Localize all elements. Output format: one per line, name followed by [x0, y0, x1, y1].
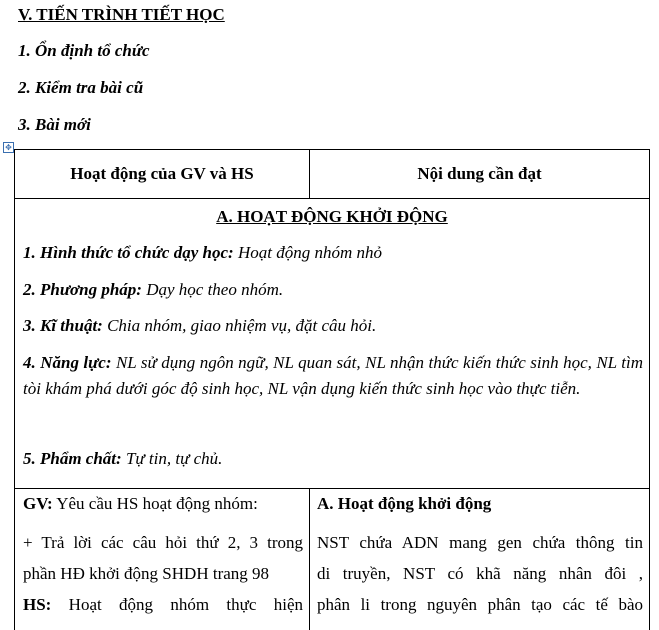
item-text: Chia nhóm, giao nhiệm vụ, đặt câu hỏi. [102, 316, 377, 335]
item-text: Dạy học theo nhóm. [141, 280, 284, 299]
task-line-1: + Trả lời các câu hỏi thứ 2, 3 trong [23, 533, 303, 552]
technique-item [23, 313, 643, 339]
method-item [23, 277, 643, 303]
hs-text: Hoạt động nhóm thực hiện [51, 595, 303, 614]
header-teacher-student: Hoạt động của GV và HS [15, 150, 310, 198]
lesson-table [14, 149, 650, 630]
hs-line [23, 595, 303, 615]
step-heading-1: 1. Ổn định tổ chức [18, 41, 150, 60]
quality-item [23, 446, 643, 472]
warmup-title: A. HOẠT ĐỘNG KHỞI ĐỘNG [216, 207, 448, 226]
gv-line [23, 494, 258, 514]
content-title: A. Hoạt động khởi động [317, 494, 492, 513]
item-label: 5. Phẩm chất: [23, 449, 122, 468]
content-cell [310, 489, 649, 630]
warmup-section [15, 199, 649, 489]
gv-label: GV: [23, 494, 53, 513]
content-line-1: NST chứa ADN mang gen chứa thông tin [317, 533, 643, 552]
step-heading-2: 2. Kiểm tra bài cũ [18, 78, 144, 97]
item-text: Hoạt động nhóm nhỏ [233, 243, 382, 262]
content-line-3: phân li trong nguyên phân tạo các tế bào [317, 595, 643, 614]
header-content: Nội dung cần đạt [417, 164, 542, 183]
task-line-2: phần HĐ khởi động SHDH trang 98 [23, 564, 270, 583]
hs-label: HS: [23, 595, 52, 614]
item-label: 4. Năng lực: [23, 353, 112, 372]
teacher-student-cell [15, 489, 310, 630]
item-label: 2. Phương pháp: [23, 280, 142, 299]
table-move-handle-icon[interactable]: ✥ [3, 142, 14, 153]
section-heading: V. TIẾN TRÌNH TIẾT HỌC [18, 5, 225, 24]
organization-form-item [23, 240, 643, 266]
competency-item [23, 350, 643, 402]
step-heading-3: 3. Bài mới [18, 115, 91, 134]
item-text: Tự tin, tự chủ. [121, 449, 223, 468]
activity-row [15, 489, 649, 630]
item-text: NL sử dụng ngôn ngữ, NL quan sát, NL nhận thức kiến thức sinh học, NL tìm tòi khám phá dưới góc độ sinh học, NL vận dụng kiến thức sinh học vào thực tiễn. [23, 353, 643, 398]
item-label: 3. Kĩ thuật: [23, 316, 103, 335]
table-header-row [15, 150, 649, 199]
gv-text: Yêu cầu HS hoạt động nhóm: [52, 494, 258, 513]
content-line-2: di truyền, NST có khã năng nhân đôi , [317, 564, 643, 583]
item-label: 1. Hình thức tổ chức dạy học: [23, 243, 234, 262]
